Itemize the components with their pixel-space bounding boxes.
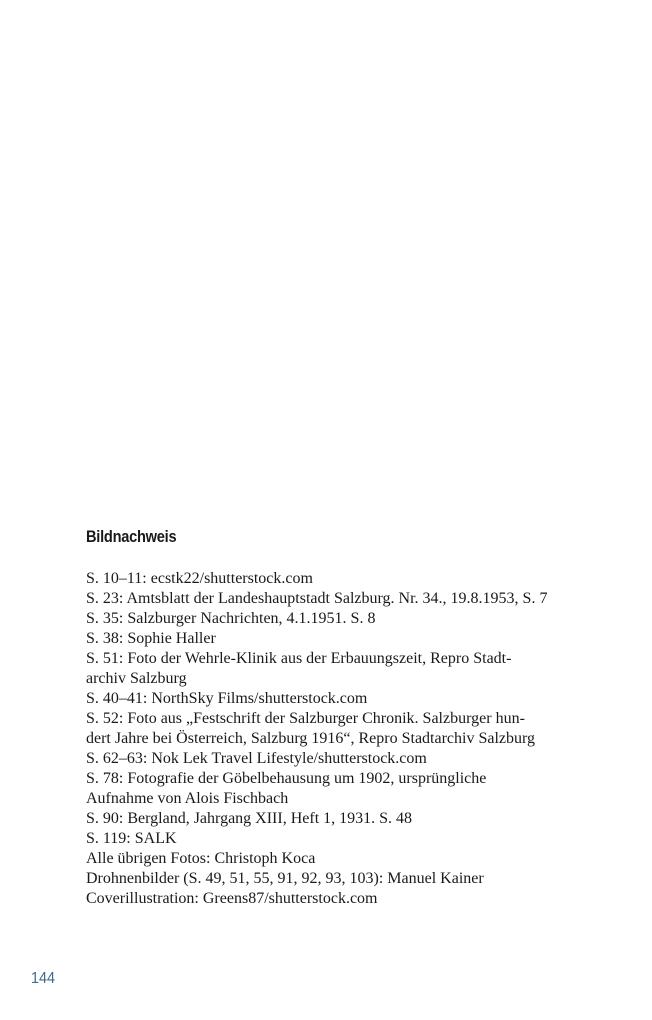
credit-line: S. 62–63: Nok Lek Travel Lifestyle/shutterstock.com — [86, 750, 427, 767]
credit-line: S. 119: SALK — [86, 830, 177, 847]
credit-line: dert Jahre bei Österreich, Salzburg 1916“, Repro Stadtarchiv Salzburg — [86, 730, 536, 747]
page-number: 144 — [31, 970, 56, 987]
credit-line: S. 38: Sophie Haller — [86, 630, 216, 647]
credit-line: Aufnahme von Alois Fischbach — [86, 790, 289, 807]
credits-list — [86, 569, 586, 909]
credit-line: archiv Salzburg — [86, 670, 187, 687]
credit-line: S. 90: Bergland, Jahrgang XIII, Heft 1, 1931. S. 48 — [86, 810, 413, 827]
credit-line: Drohnenbilder (S. 49, 51, 55, 91, 92, 93, 103): Manuel Kainer — [86, 870, 484, 887]
credit-line: Alle übrigen Fotos: Christoph Koca — [86, 850, 316, 867]
credit-line: S. 35: Salzburger Nachrichten, 4.1.1951. S. 8 — [86, 610, 376, 627]
credit-line: S. 23: Amtsblatt der Landeshauptstadt Salzburg. Nr. 34., 19.8.1953, S. 7 — [86, 590, 548, 607]
credit-line: Coverillustration: Greens87/shutterstock.com — [86, 890, 378, 907]
credit-line: S. 40–41: NorthSky Films/shutterstock.com — [86, 690, 368, 707]
credit-line: S. 52: Foto aus „Festschrift der Salzburger Chronik. Salzburger hun- — [86, 710, 525, 727]
section-heading: Bildnachweis — [86, 527, 177, 546]
credit-line: S. 78: Fotografie der Göbelbehausung um 1902, ursprüngliche — [86, 770, 487, 787]
credit-line: S. 51: Foto der Wehrle-Klinik aus der Erbauungszeit, Repro Stadt- — [86, 650, 512, 667]
credit-line: S. 10–11: ecstk22/shutterstock.com — [86, 570, 313, 587]
